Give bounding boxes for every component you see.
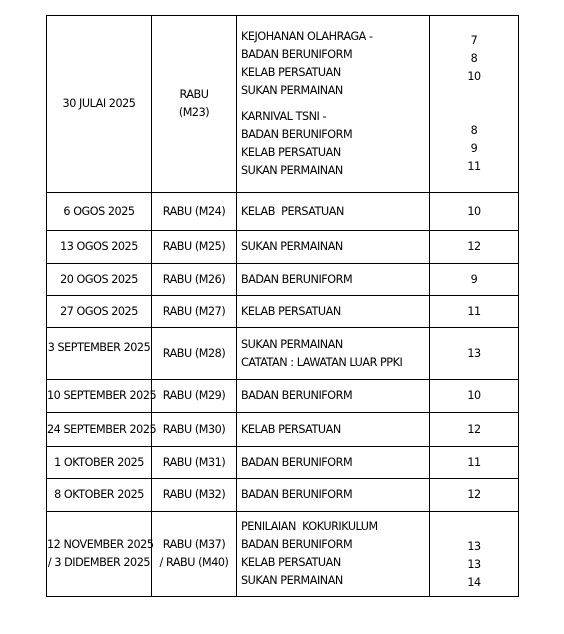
day-cell: [152, 16, 237, 193]
day-text: RABU (M24): [162, 204, 226, 218]
number-text: 8: [470, 52, 478, 65]
day-cell: [152, 380, 237, 413]
date-text: 27 OGOS 2025: [60, 304, 138, 318]
activity-text: BADAN BERUNIFORM: [241, 455, 353, 469]
table-row: [47, 413, 519, 447]
day-cell: [152, 264, 237, 296]
date-text: 20 OGOS 2025: [60, 272, 138, 286]
activity-cell: [237, 16, 430, 193]
activity-text: KELAB PERSATUAN: [241, 204, 344, 218]
day-text: RABU (M37): [162, 538, 226, 551]
number-cell: [430, 16, 519, 193]
number-text: 8: [470, 124, 478, 137]
date-text: 24 SEPTEMBER 2025: [47, 422, 157, 436]
number-text: 11: [467, 160, 481, 173]
activity-cell: [237, 296, 430, 328]
date-cell: [47, 328, 152, 380]
activity-cell: [237, 380, 430, 413]
activity-cell: [237, 231, 430, 264]
number-cell: [430, 413, 519, 447]
number-text: 14: [467, 576, 481, 589]
activity-text: KELAB PERSATUAN: [241, 146, 341, 159]
activity-text: KEJOHANAN OLAHRAGA -: [241, 30, 373, 43]
number-cell: [430, 447, 519, 479]
date-text: / 3 DIDEMBER 2025: [47, 556, 151, 569]
table-row: [47, 328, 519, 380]
number-cell: [430, 296, 519, 328]
table-row: [47, 512, 519, 597]
day-cell: [152, 231, 237, 264]
date-text: 6 OGOS 2025: [63, 204, 135, 218]
day-text: / RABU (M40): [159, 556, 229, 569]
day-cell: [152, 512, 237, 597]
number-cell: [430, 264, 519, 296]
number-text: 10: [467, 204, 481, 218]
date-cell: [47, 296, 152, 328]
activity-cell: [237, 328, 430, 380]
date-cell: [47, 413, 157, 447]
date-cell: [47, 193, 152, 231]
number-text: 7: [470, 34, 478, 47]
activity-text: CATATAN : LAWATAN LUAR PPKI: [241, 355, 403, 369]
activity-cell: [237, 479, 430, 512]
date-cell: [47, 447, 152, 479]
number-text: 11: [467, 455, 481, 469]
activity-text: BADAN BERUNIFORM: [241, 538, 353, 551]
number-text: 9: [470, 142, 478, 155]
number-cell: [430, 231, 519, 264]
day-text: RABU (M29): [162, 389, 226, 402]
activity-text: BADAN BERUNIFORM: [241, 488, 353, 501]
activity-text: BADAN BERUNIFORM: [241, 48, 353, 61]
number-cell: [430, 380, 519, 413]
table-row: [47, 296, 519, 328]
table-row: [47, 193, 519, 231]
number-text: 13: [467, 540, 481, 553]
day-cell: [152, 328, 237, 380]
date-text: 10 SEPTEMBER 2025: [47, 389, 157, 402]
day-text: RABU (M27): [162, 304, 226, 318]
date-text: 12 NOVEMBER 2025: [47, 538, 154, 551]
date-text: 13 OGOS 2025: [60, 240, 138, 253]
day-cell: [152, 413, 237, 447]
number-text: 13: [467, 558, 481, 571]
date-text: 3 SEPTEMBER 2025: [47, 341, 151, 354]
activity-cell: [237, 193, 430, 231]
day-cell: [152, 479, 237, 512]
day-cell: [152, 447, 237, 479]
table-row: [47, 16, 519, 193]
activity-cell: [237, 512, 430, 597]
date-cell: [47, 264, 152, 296]
activity-text: SUKAN PERMAINAN: [241, 337, 343, 351]
activity-text: KELAB PERSATUAN: [241, 556, 341, 569]
day-cell: [152, 193, 237, 231]
table-row: [47, 231, 519, 264]
spacer: [430, 86, 518, 122]
date-text: 30 JULAI 2025: [62, 97, 136, 110]
activity-text: SUKAN PERMAINAN: [241, 164, 343, 177]
number-cell: [430, 328, 519, 380]
table-row: [47, 380, 519, 413]
activity-text: KELAB PERSATUAN: [241, 422, 341, 436]
date-text: 1 OKTOBER 2025: [54, 455, 144, 469]
activity-text: SUKAN PERMAINAN: [241, 574, 343, 587]
activity-text: PENILAIAN KOKURIKULUM: [241, 520, 378, 533]
day-text: RABU (M26): [162, 272, 226, 286]
table-row: [47, 447, 519, 479]
activity-cell: [237, 413, 430, 447]
day-text: RABU (M25): [162, 240, 226, 253]
date-cell: [47, 512, 152, 597]
number-text: 12: [467, 422, 481, 436]
day-text: RABU (M30): [162, 422, 226, 436]
schedule-table: [46, 15, 519, 597]
number-text: 9: [470, 272, 478, 286]
table-row: [47, 264, 519, 296]
activity-text: KELAB PERSATUAN: [241, 304, 341, 318]
activity-cell: [237, 447, 430, 479]
activity-text: KARNIVAL TSNI -: [241, 110, 327, 123]
spacer: [241, 100, 429, 108]
date-cell: [47, 16, 152, 193]
number-text: 13: [467, 346, 481, 360]
day-text: RABU (M32): [162, 488, 226, 501]
day-text: RABU (M31): [162, 455, 226, 469]
number-cell: [430, 512, 519, 597]
number-text: 10: [467, 389, 481, 402]
activity-text: KELAB PERSATUAN: [241, 66, 341, 79]
number-text: 10: [467, 70, 481, 83]
number-cell: [430, 479, 519, 512]
day-text: RABU (M28): [162, 346, 226, 360]
number-text: 12: [467, 240, 481, 253]
date-cell: [47, 231, 152, 264]
date-cell: [47, 479, 152, 512]
number-cell: [430, 193, 519, 231]
table-row: [47, 479, 519, 512]
date-text: 8 OKTOBER 2025: [54, 488, 144, 501]
activity-cell: [237, 264, 430, 296]
activity-text: BADAN BERUNIFORM: [241, 128, 353, 141]
number-text: 12: [467, 488, 481, 501]
activity-text: SUKAN PERMAINAN: [241, 84, 343, 97]
activity-text: SUKAN PERMAINAN: [241, 240, 343, 253]
date-cell: [47, 380, 157, 413]
activity-text: BADAN BERUNIFORM: [241, 389, 353, 402]
day-text: RABU: [179, 88, 209, 101]
day-text: (M23): [178, 106, 210, 119]
number-text: 11: [467, 304, 481, 318]
day-cell: [152, 296, 237, 328]
activity-text: BADAN BERUNIFORM: [241, 272, 353, 286]
